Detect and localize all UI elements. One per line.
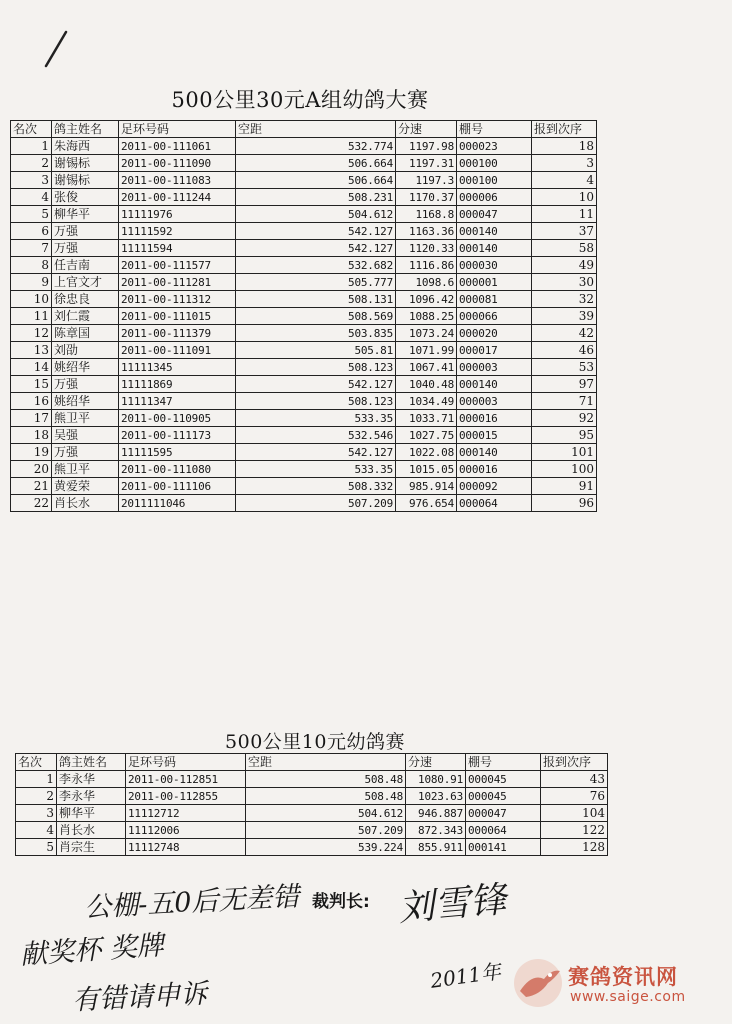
table-row — [11, 308, 597, 325]
cell-distance: 508.48 — [246, 771, 406, 788]
cell-rank: 14 — [11, 359, 52, 376]
cell-rank: 4 — [11, 189, 52, 206]
cell-arrival: 101 — [532, 444, 597, 461]
cell-ring: 2011-00-111106 — [119, 478, 236, 495]
cell-arrival: 18 — [532, 138, 597, 155]
cell-rank: 16 — [11, 393, 52, 410]
table1-header-row — [11, 121, 597, 138]
cell-ring: 11111345 — [119, 359, 236, 376]
cell-loft: 000047 — [457, 206, 532, 223]
cell-ring: 2011-00-112851 — [126, 771, 246, 788]
cell-rank: 13 — [11, 342, 52, 359]
cell-rank: 19 — [11, 444, 52, 461]
cell-arrival: 11 — [532, 206, 597, 223]
cell-ring: 2011-00-111312 — [119, 291, 236, 308]
cell-owner: 熊卫平 — [52, 461, 119, 478]
table-row — [11, 257, 597, 274]
cell-speed: 1022.08 — [396, 444, 457, 461]
cell-speed: 1163.36 — [396, 223, 457, 240]
cell-distance: 532.682 — [236, 257, 396, 274]
cell-distance: 508.569 — [236, 308, 396, 325]
cell-ring: 11111347 — [119, 393, 236, 410]
header-distance: 空距 — [246, 754, 406, 771]
cell-owner: 张俊 — [52, 189, 119, 206]
cell-arrival: 128 — [541, 839, 608, 856]
cell-distance: 504.612 — [246, 805, 406, 822]
cell-ring: 11111592 — [119, 223, 236, 240]
cell-distance: 532.774 — [236, 138, 396, 155]
watermark-site-name: 赛鸽资讯网 — [568, 965, 678, 989]
cell-distance: 505.777 — [236, 274, 396, 291]
cell-arrival: 92 — [532, 410, 597, 427]
table-row — [11, 342, 597, 359]
cell-owner: 万强 — [52, 223, 119, 240]
cell-loft: 000100 — [457, 172, 532, 189]
cell-arrival: 30 — [532, 274, 597, 291]
cell-owner: 肖宗生 — [57, 839, 126, 856]
cell-rank: 10 — [11, 291, 52, 308]
table-row — [11, 444, 597, 461]
cell-loft: 000064 — [466, 822, 541, 839]
cell-loft: 000140 — [457, 240, 532, 257]
cell-speed: 1080.91 — [406, 771, 466, 788]
cell-ring: 2011-00-111281 — [119, 274, 236, 291]
cell-arrival: 10 — [532, 189, 597, 206]
cell-rank: 4 — [16, 822, 57, 839]
cell-arrival: 122 — [541, 822, 608, 839]
table-row — [11, 206, 597, 223]
judge-label: 裁判长: — [312, 892, 370, 912]
cell-arrival: 100 — [532, 461, 597, 478]
cell-distance: 508.131 — [236, 291, 396, 308]
cell-speed: 1023.63 — [406, 788, 466, 805]
header-rank: 名次 — [16, 754, 57, 771]
cell-arrival: 96 — [532, 495, 597, 512]
cell-loft: 000016 — [457, 410, 532, 427]
cell-ring: 2011-00-111083 — [119, 172, 236, 189]
cell-arrival: 43 — [541, 771, 608, 788]
table1-body — [11, 138, 597, 512]
cell-owner: 柳华平 — [52, 206, 119, 223]
cell-rank: 1 — [16, 771, 57, 788]
header-owner: 鸽主姓名 — [57, 754, 126, 771]
cell-rank: 7 — [11, 240, 52, 257]
cell-distance: 542.127 — [236, 444, 396, 461]
cell-arrival: 37 — [532, 223, 597, 240]
header-speed: 分速 — [406, 754, 466, 771]
cell-speed: 1088.25 — [396, 308, 457, 325]
table-row — [11, 223, 597, 240]
cell-speed: 1096.42 — [396, 291, 457, 308]
cell-ring: 2011-00-111577 — [119, 257, 236, 274]
cell-arrival: 3 — [532, 155, 597, 172]
cell-owner: 刘劭 — [52, 342, 119, 359]
cell-loft: 000006 — [457, 189, 532, 206]
cell-rank: 8 — [11, 257, 52, 274]
cell-loft: 000016 — [457, 461, 532, 478]
cell-distance: 505.81 — [236, 342, 396, 359]
cell-loft: 000030 — [457, 257, 532, 274]
cell-owner: 肖长水 — [57, 822, 126, 839]
cell-loft: 000140 — [457, 376, 532, 393]
cell-speed: 1034.49 — [396, 393, 457, 410]
cell-loft: 000001 — [457, 274, 532, 291]
table-row — [11, 155, 597, 172]
cell-speed: 1170.37 — [396, 189, 457, 206]
cell-ring: 2011-00-111244 — [119, 189, 236, 206]
table-row — [16, 805, 608, 822]
cell-arrival: 71 — [532, 393, 597, 410]
judge-signature-text: 刘雪锋 — [396, 879, 508, 930]
cell-speed: 872.343 — [406, 822, 466, 839]
cell-rank: 21 — [11, 478, 52, 495]
cell-arrival: 58 — [532, 240, 597, 257]
cell-speed: 1168.8 — [396, 206, 457, 223]
cell-rank: 5 — [16, 839, 57, 856]
table-row — [11, 325, 597, 342]
cell-rank: 11 — [11, 308, 52, 325]
cell-arrival: 53 — [532, 359, 597, 376]
cell-speed: 1067.41 — [396, 359, 457, 376]
cell-owner: 姚绍华 — [52, 359, 119, 376]
cell-owner: 李永华 — [57, 788, 126, 805]
header-ring: 足环号码 — [119, 121, 236, 138]
pen-stroke-mark — [40, 30, 70, 70]
cell-owner: 谢锡标 — [52, 172, 119, 189]
cell-ring: 2011-00-112855 — [126, 788, 246, 805]
cell-speed: 985.914 — [396, 478, 457, 495]
header-loft: 棚号 — [457, 121, 532, 138]
cell-owner: 黄爱荣 — [52, 478, 119, 495]
pigeon-logo-icon — [510, 955, 566, 1011]
header-owner: 鸽主姓名 — [52, 121, 119, 138]
table-row — [11, 478, 597, 495]
cell-ring: 2011-00-111090 — [119, 155, 236, 172]
table-row — [11, 138, 597, 155]
cell-owner: 李永华 — [57, 771, 126, 788]
cell-rank: 12 — [11, 325, 52, 342]
cell-distance: 508.48 — [246, 788, 406, 805]
cell-loft: 000045 — [466, 788, 541, 805]
cell-loft: 000100 — [457, 155, 532, 172]
cell-distance: 532.546 — [236, 427, 396, 444]
cell-ring: 11112006 — [126, 822, 246, 839]
cell-distance: 507.209 — [236, 495, 396, 512]
table-row — [11, 189, 597, 206]
cell-loft: 000017 — [457, 342, 532, 359]
cell-rank: 15 — [11, 376, 52, 393]
table2-body — [16, 771, 608, 856]
cell-rank: 3 — [16, 805, 57, 822]
cell-speed: 946.887 — [406, 805, 466, 822]
cell-ring: 11112748 — [126, 839, 246, 856]
header-loft: 棚号 — [466, 754, 541, 771]
cell-owner: 柳华平 — [57, 805, 126, 822]
cell-arrival: 97 — [532, 376, 597, 393]
table-row — [11, 410, 597, 427]
header-distance: 空距 — [236, 121, 396, 138]
table1-results — [10, 120, 597, 512]
table-row — [11, 291, 597, 308]
cell-distance: 508.123 — [236, 393, 396, 410]
cell-ring: 2011-00-111091 — [119, 342, 236, 359]
cell-ring: 11111869 — [119, 376, 236, 393]
cell-speed: 1120.33 — [396, 240, 457, 257]
cell-distance: 542.127 — [236, 240, 396, 257]
cell-distance: 542.127 — [236, 223, 396, 240]
table-row — [11, 359, 597, 376]
handwritten-note-2: 献奖杯 奖牌 — [19, 930, 165, 971]
cell-distance: 533.35 — [236, 461, 396, 478]
header-ring: 足环号码 — [126, 754, 246, 771]
cell-ring: 2011-00-111015 — [119, 308, 236, 325]
cell-speed: 1116.86 — [396, 257, 457, 274]
cell-speed: 976.654 — [396, 495, 457, 512]
cell-rank: 20 — [11, 461, 52, 478]
cell-distance: 504.612 — [236, 206, 396, 223]
table-row — [11, 427, 597, 444]
cell-speed: 1098.6 — [396, 274, 457, 291]
cell-ring: 2011-00-111173 — [119, 427, 236, 444]
cell-rank: 6 — [11, 223, 52, 240]
cell-rank: 2 — [11, 155, 52, 172]
cell-speed: 1071.99 — [396, 342, 457, 359]
handwritten-note-3: 有错请申诉 — [71, 978, 208, 1017]
cell-owner: 朱海西 — [52, 138, 119, 155]
cell-rank: 2 — [16, 788, 57, 805]
cell-speed: 1027.75 — [396, 427, 457, 444]
table-row — [11, 393, 597, 410]
cell-distance: 507.209 — [246, 822, 406, 839]
cell-owner: 吴强 — [52, 427, 119, 444]
cell-arrival: 4 — [532, 172, 597, 189]
cell-rank: 17 — [11, 410, 52, 427]
cell-distance: 508.332 — [236, 478, 396, 495]
header-arrival: 报到次序 — [541, 754, 608, 771]
signature-date: 2011年 — [428, 959, 503, 993]
table-row — [16, 788, 608, 805]
table-row — [11, 240, 597, 257]
handwritten-note-1: 公棚-五0后无差错 — [83, 881, 301, 924]
cell-arrival: 42 — [532, 325, 597, 342]
cell-rank: 3 — [11, 172, 52, 189]
cell-loft: 000047 — [466, 805, 541, 822]
cell-owner: 万强 — [52, 376, 119, 393]
cell-loft: 000020 — [457, 325, 532, 342]
header-speed: 分速 — [396, 121, 457, 138]
cell-loft: 000081 — [457, 291, 532, 308]
watermark-url: www.saige.com — [570, 989, 686, 1005]
cell-speed: 1040.48 — [396, 376, 457, 393]
table2-header-row — [16, 754, 608, 771]
cell-distance: 508.231 — [236, 189, 396, 206]
cell-distance: 508.123 — [236, 359, 396, 376]
cell-distance: 542.127 — [236, 376, 396, 393]
table1-title: 500公里30元A组幼鸽大赛 — [171, 88, 429, 112]
cell-arrival: 95 — [532, 427, 597, 444]
cell-rank: 5 — [11, 206, 52, 223]
cell-speed: 1015.05 — [396, 461, 457, 478]
table-row — [11, 376, 597, 393]
cell-ring: 2011-00-111080 — [119, 461, 236, 478]
cell-owner: 肖长水 — [52, 495, 119, 512]
cell-loft: 000066 — [457, 308, 532, 325]
cell-rank: 9 — [11, 274, 52, 291]
site-watermark — [510, 955, 720, 1015]
header-arrival: 报到次序 — [532, 121, 597, 138]
cell-loft: 000045 — [466, 771, 541, 788]
cell-speed: 855.911 — [406, 839, 466, 856]
cell-distance: 503.835 — [236, 325, 396, 342]
cell-ring: 2011-00-110905 — [119, 410, 236, 427]
table-row — [11, 274, 597, 291]
cell-loft: 000140 — [457, 223, 532, 240]
cell-rank: 1 — [11, 138, 52, 155]
cell-ring: 11111594 — [119, 240, 236, 257]
cell-loft: 000003 — [457, 393, 532, 410]
cell-owner: 刘仁霞 — [52, 308, 119, 325]
cell-arrival: 104 — [541, 805, 608, 822]
cell-arrival: 39 — [532, 308, 597, 325]
cell-ring: 2011-00-111061 — [119, 138, 236, 155]
judge-signature — [396, 876, 508, 930]
cell-ring: 11111595 — [119, 444, 236, 461]
cell-owner: 徐忠良 — [52, 291, 119, 308]
cell-owner: 熊卫平 — [52, 410, 119, 427]
cell-owner: 任吉南 — [52, 257, 119, 274]
cell-distance: 506.664 — [236, 172, 396, 189]
table-row — [16, 822, 608, 839]
cell-owner: 谢锡标 — [52, 155, 119, 172]
cell-arrival: 49 — [532, 257, 597, 274]
cell-ring: 2011-00-111379 — [119, 325, 236, 342]
table2-results — [15, 753, 608, 856]
cell-loft: 000023 — [457, 138, 532, 155]
cell-loft: 000064 — [457, 495, 532, 512]
table-row — [16, 839, 608, 856]
cell-loft: 000003 — [457, 359, 532, 376]
cell-owner: 陈章国 — [52, 325, 119, 342]
cell-speed: 1033.71 — [396, 410, 457, 427]
cell-arrival: 46 — [532, 342, 597, 359]
cell-speed: 1197.31 — [396, 155, 457, 172]
cell-rank: 18 — [11, 427, 52, 444]
cell-loft: 000092 — [457, 478, 532, 495]
cell-arrival: 91 — [532, 478, 597, 495]
table-row — [16, 771, 608, 788]
cell-rank: 22 — [11, 495, 52, 512]
header-rank: 名次 — [11, 121, 52, 138]
cell-owner: 上官文才 — [52, 274, 119, 291]
cell-ring: 11111976 — [119, 206, 236, 223]
cell-distance: 533.35 — [236, 410, 396, 427]
cell-owner: 万强 — [52, 444, 119, 461]
table-row — [11, 461, 597, 478]
cell-speed: 1197.3 — [396, 172, 457, 189]
cell-arrival: 32 — [532, 291, 597, 308]
cell-distance: 506.664 — [236, 155, 396, 172]
cell-owner: 姚绍华 — [52, 393, 119, 410]
cell-speed: 1197.98 — [396, 138, 457, 155]
cell-loft: 000140 — [457, 444, 532, 461]
cell-ring: 2011111046 — [119, 495, 236, 512]
cell-loft: 000141 — [466, 839, 541, 856]
table2-title: 500公里10元幼鸽赛 — [225, 731, 405, 753]
cell-owner: 万强 — [52, 240, 119, 257]
cell-arrival: 76 — [541, 788, 608, 805]
table-row — [11, 495, 597, 512]
cell-distance: 539.224 — [246, 839, 406, 856]
cell-ring: 11112712 — [126, 805, 246, 822]
table-row — [11, 172, 597, 189]
cell-loft: 000015 — [457, 427, 532, 444]
cell-speed: 1073.24 — [396, 325, 457, 342]
